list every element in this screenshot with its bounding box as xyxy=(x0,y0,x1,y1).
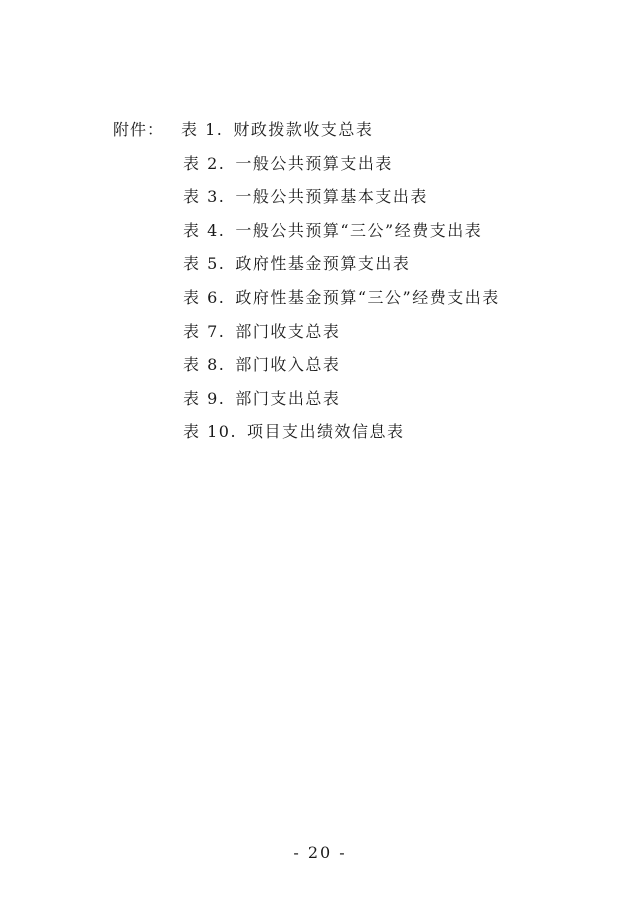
attachment-number: 表 7. xyxy=(183,321,226,341)
attachment-title: 一般公共预算基本支出表 xyxy=(235,187,428,207)
attachment-title: 一般公共预算支出表 xyxy=(235,153,393,173)
attachment-title: 部门支出总表 xyxy=(235,388,341,408)
attachment-title: 财政拨款收支总表 xyxy=(233,120,374,139)
attachment-number: 表 10. xyxy=(183,422,238,442)
attachment-title: 一般公共预算“三公”经费支出表 xyxy=(235,220,483,240)
attachment-item xyxy=(181,118,500,152)
attachment-title: 项目支出绩效信息表 xyxy=(247,422,405,442)
attachment-item xyxy=(181,420,500,454)
attachment-item xyxy=(181,387,500,421)
attachment-number: 表 4. xyxy=(183,220,226,240)
attachment-title: 政府性基金预算支出表 xyxy=(235,254,411,274)
attachment-number: 表 6. xyxy=(183,287,226,307)
attachment-number: 表 1. xyxy=(181,120,224,139)
attachments-list xyxy=(181,118,500,454)
attachment-number: 表 8. xyxy=(183,355,226,375)
attachment-item xyxy=(181,353,500,387)
attachment-title: 部门收入总表 xyxy=(235,355,341,375)
attachment-title: 政府性基金预算“三公”经费支出表 xyxy=(235,287,500,307)
attachment-number: 表 3. xyxy=(183,187,226,207)
attachment-title: 部门收支总表 xyxy=(235,321,341,341)
attachment-item xyxy=(181,219,500,253)
attachments-label: 附件： xyxy=(113,120,165,139)
attachment-item xyxy=(181,152,500,186)
attachment-item xyxy=(181,185,500,219)
attachment-number: 表 5. xyxy=(183,254,226,274)
attachment-item xyxy=(181,252,500,286)
attachment-number: 表 2. xyxy=(183,153,226,173)
attachment-item xyxy=(181,320,500,354)
attachment-number: 表 9. xyxy=(183,388,226,408)
page-number: - 20 - xyxy=(293,843,347,862)
attachment-item xyxy=(181,286,500,320)
